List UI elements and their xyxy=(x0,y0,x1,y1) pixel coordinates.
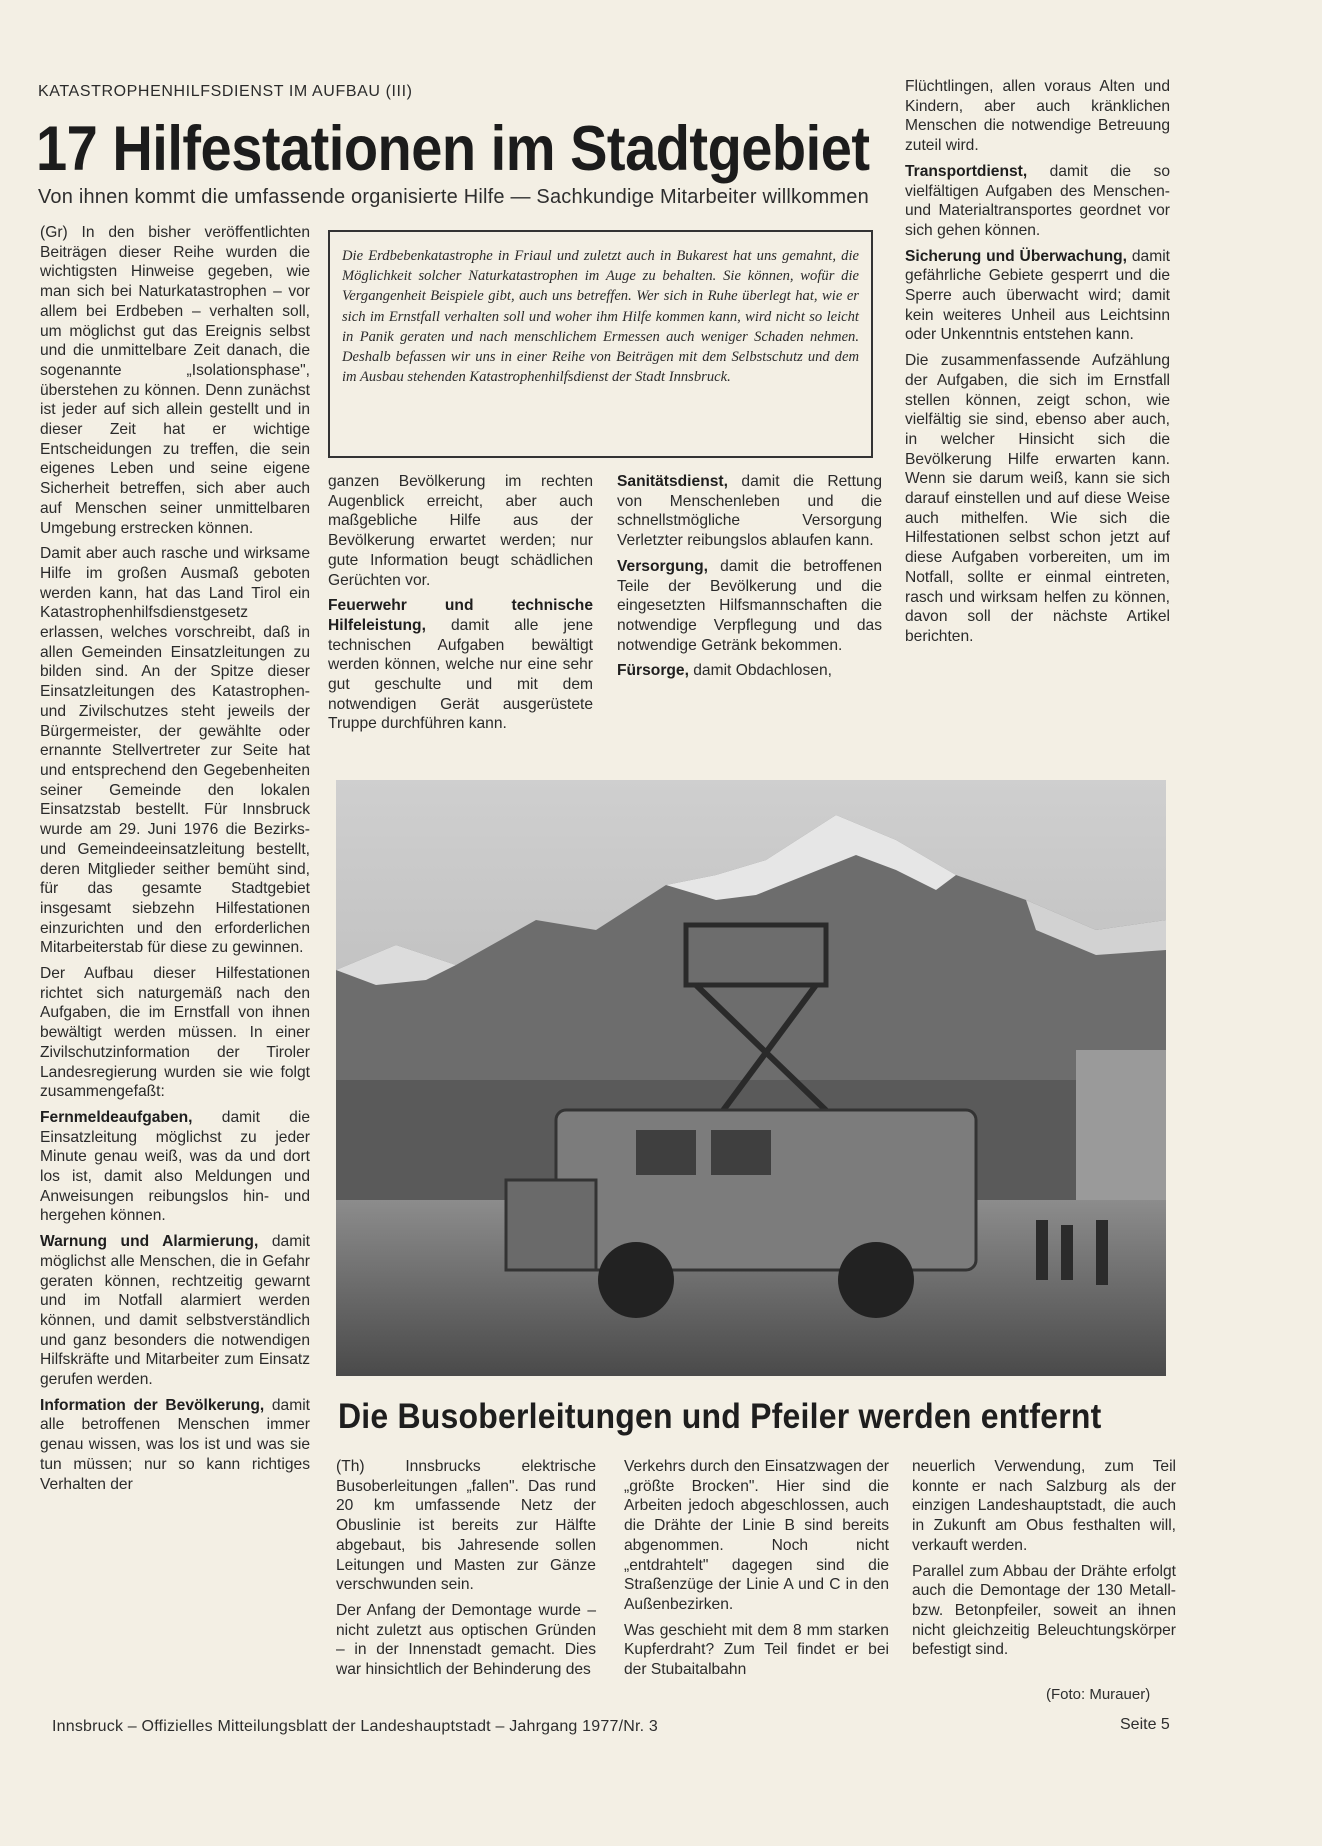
paragraph: Die zusammenfassende Aufzählung der Aufgaben, die sich im Ernstfall stellen können, zeigt schon, wie vielfältig sie sind, ebenso aber auch, in welcher Hinsicht sich die Bevölkerung Hilfe erwarten kann. Wenn sie darum weiß, kann sie sich darauf einstellen und auf diese Weise auch mithelfen. Wie sich die Hilfestationen selbst schon jetzt auf diese Aufgaben vorbereiten, um im Notfall, sollte er einmal eintreten, rasch und wirksam helfen zu können, davon soll der nächste Artikel berichten. xyxy=(905,352,1170,645)
paragraph: (Th) Innsbrucks elektrische Busoberleitungen „fallen". Das rund 20 km umfassende Netz der Obuslinie ist bereits zur Hälfte abgebaut, bis Jahresende sollen Leitungen und Masten zur Gänze verschwunden sein. xyxy=(336,1458,596,1594)
task-description: damit die Rettung von Menschenleben und die schnellstmögliche Versorgung Verletzter reibungslos ablaufen kann. xyxy=(617,473,882,550)
task-description: damit die so vielfältigen Aufgaben des Menschen- und Materialtransportes geordnet vor sich gehen können. xyxy=(905,162,1170,239)
task-term: Warnung und Alarmierung, xyxy=(40,1233,259,1251)
task-description: damit möglichst alle Menschen, die in Gefahr geraten können, rechtzeitig gewarnt und im Notfall alarmiert werden können, und damit selbstverständlich und ganz besonders die notwendigen Hilfskräfte und Mitarbeiter zum Einsatz gerufen werden. xyxy=(40,1233,310,1389)
article-headline: 17 Hilfestationen im Stadtgebiet xyxy=(36,113,870,184)
paragraph: Der Aufbau dieser Hilfestationen richtet sich naturgemäß nach den Aufgaben, die im Ernstfall von ihnen bewältigt werden müssen. In einer Zivilschutzinformation der Tiroler Landesregierung wurden sie wie folgt zusammengefaßt: xyxy=(40,965,310,1101)
task-description: damit Obdachlosen, xyxy=(688,662,832,680)
task-description: damit die betroffenen Teile der Bevölkerung und die eingesetzten Hilfsmannschaften die notwendige Verpflegung und das notwendige Getränk bekommen. xyxy=(617,557,882,654)
column-3 xyxy=(617,472,882,687)
paragraph: neuerlich Verwendung, zum Teil konnte er nach Salzburg als der einzigen Landeshauptstadt, die auch in Zukunft am Obus festhalten will, verkauft werden. xyxy=(912,1458,1176,1554)
article-2-column-3 xyxy=(912,1457,1176,1666)
article-2-column-1 xyxy=(336,1457,596,1686)
task-description: damit gefährliche Gebiete gesperrt und die Sperre auch überwacht wird; damit kein weiteres Unheil aus Leichtsinn oder Unkenntnis entstehen kann. xyxy=(905,247,1170,344)
task-term: Fürsorge, xyxy=(617,662,689,680)
photo-illustration xyxy=(336,780,1166,1376)
paragraph xyxy=(328,596,593,734)
paragraph: (Gr) In den bisher veröffentlichten Beiträgen dieser Reihe wurden die wichtigsten Hinweise gegeben, wie man sich bei Naturkatastrophen – vor allem bei Erdbeben – verhalten soll, um möglichst gut das Ereignis selbst und die unmittelbare Zeit danach, die sogenannte „Isolationsphase", überstehen zu können. Denn zunächst ist jeder auf sich allein gestellt und in dieser Zeit hat er wichtige Entscheidungen zu treffen, die sein eigenes Leben und seine eigene Sicherheit betreffen, sich aber auch auf Menschen seiner unmittelbaren Umgebung erstrecken können. xyxy=(40,224,310,537)
task-term: Fernmeldeaufgaben, xyxy=(40,1108,193,1126)
paragraph xyxy=(40,1396,310,1495)
paragraph: Was geschieht mit dem 8 mm starken Kupferdraht? Zum Teil findet er bei der Stubaitalbahn xyxy=(624,1621,889,1679)
task-description: damit alle betroffenen Menschen immer genau wissen, was los ist und was sie tun müssen; nur so kann richtiges Verhalten der xyxy=(40,1396,311,1493)
intro-box: Die Erdbebenkatastrophe in Friaul und zuletzt auch in Bukarest hat uns gemahnt, die Möglichkeit solcher Naturkatastrophen im Auge zu behalten. Sie können, wofür die Vergangenheit Beispiele gibt, auch uns betreffen. Wer sich in Ruhe überlegt hat, wie er sich im Ernstfall verhalten soll und woher ihm Hilfe kommen kann, wird nicht so leicht in Panik geraten und nach menschlichem Ermessen auch weniger Schaden nehmen. Deshalb befassen wir uns in einer Reihe von Beiträgen mit dem Selbstschutz und dem im Ausbau stehenden Katastrophenhilfsdienst der Stadt Innsbruck. xyxy=(328,230,873,458)
paragraph: Parallel zum Abbau der Drähte erfolgt auch die Demontage der 130 Metall- bzw. Betonpfeiler, soweit an ihnen nicht gleichzeitig Beleuchtungskörper befestigt sind. xyxy=(912,1562,1176,1659)
paragraph: ganzen Bevölkerung im rechten Augenblick erreicht, aber auch maßgebliche Hilfe aus der Bevölkerung erwartet werden; nur gute Information beugt schädlichen Gerüchten vor. xyxy=(328,473,593,589)
photo-credit: (Foto: Murauer) xyxy=(1046,1686,1151,1703)
article-2-column-2 xyxy=(624,1457,889,1686)
task-term: Feuerwehr und technische Hilfeleistung, xyxy=(328,597,593,634)
paragraph: Flüchtlingen, allen voraus Alten und Kindern, aber auch kränklichen Menschen die notwendige Betreuung zuteil wird. xyxy=(905,78,1170,155)
paragraph xyxy=(617,661,882,681)
paragraph xyxy=(905,247,1170,346)
page-number: Seite 5 xyxy=(1120,1716,1170,1733)
task-description: damit die Einsatzleitung möglichst zu jeder Minute genau weiß, was da und dort los ist, damit also Meldungen und Anweisungen reibungslos hin- und hergehen können. xyxy=(40,1108,310,1225)
task-term: Information der Bevölkerung, xyxy=(40,1396,265,1414)
article-subheadline: Von ihnen kommt die umfassende organisierte Hilfe — Sachkundige Mitarbeiter willkommen xyxy=(38,186,869,208)
news-photo xyxy=(336,780,1166,1376)
paragraph: Der Anfang der Demontage wurde – nicht zuletzt aus optischen Gründen – in der Innenstadt gemacht. Dies war hinsichtlich der Behinderung des xyxy=(336,1601,596,1679)
task-term: Versorgung, xyxy=(617,557,708,575)
paragraph xyxy=(40,1108,310,1226)
paragraph: Damit aber auch rasche und wirksame Hilfe im großen Ausmaß geboten werden kann, hat das Land Tirol ein Katastrophenhilfsdienstgesetz erlassen, welches vorschreibt, daß in allen Gemeinden Einsatzleitungen zu bilden sind. An der Spitze dieser Einsatzleitungen des Katastrophen- und Zivilschutzes steht jeweils der Bürgermeister, der gewählte oder ernannte Stellvertreter zur Seite hat und entsprechend den Gegebenheiten seiner Gemeinde den lokalen Einsatzstab bestellt. Für Innsbruck wurde am 29. Juni 1976 die Bezirks- und Gemeindeeinsatzleitung bestellt, deren Mitglieder seither bemüht sind, für das gesamte Stadtgebiet insgesamt siebzehn Hilfestationen einzurichten und den erforderlichen Mitarbeiterstab für diese zu gewinnen. xyxy=(40,545,310,957)
paragraph xyxy=(617,557,882,656)
column-2 xyxy=(328,472,593,740)
column-1 xyxy=(40,223,310,1500)
article-kicker: KATASTROPHENHILFSDIENST IM AUFBAU (III) xyxy=(38,83,413,100)
task-term: Sanitätsdienst, xyxy=(617,473,728,490)
task-term: Sicherung und Überwachung, xyxy=(905,247,1127,265)
footer-publication: Innsbruck – Offizielles Mitteilungsblatt der Landeshauptstadt – Jahrgang 1977/Nr. 3 xyxy=(52,1718,658,1735)
task-term: Transportdienst, xyxy=(905,162,1028,180)
paragraph: Verkehrs durch den Einsatzwagen der „größte Brocken". Hier sind die Arbeiten jedoch abgeschlossen, auch die Drähte der Linie B sind bereits abgenommen. Noch nicht „entdrahtelt" dagegen sind die Straßenzüge der Linie A und C in den Außenbezirken. xyxy=(624,1458,889,1613)
paragraph xyxy=(617,472,882,551)
paragraph xyxy=(905,162,1170,241)
task-description: damit alle jene technischen Aufgaben bewältigt werden können, welche nur eine sehr gut geschulte und mit dem notwendigen Gerät ausgerüstete Truppe durchführen kann. xyxy=(328,616,593,733)
article-2-headline: Die Busoberleitungen und Pfeiler werden entfernt xyxy=(338,1396,1102,1436)
column-4 xyxy=(905,77,1170,653)
paragraph xyxy=(40,1232,310,1390)
